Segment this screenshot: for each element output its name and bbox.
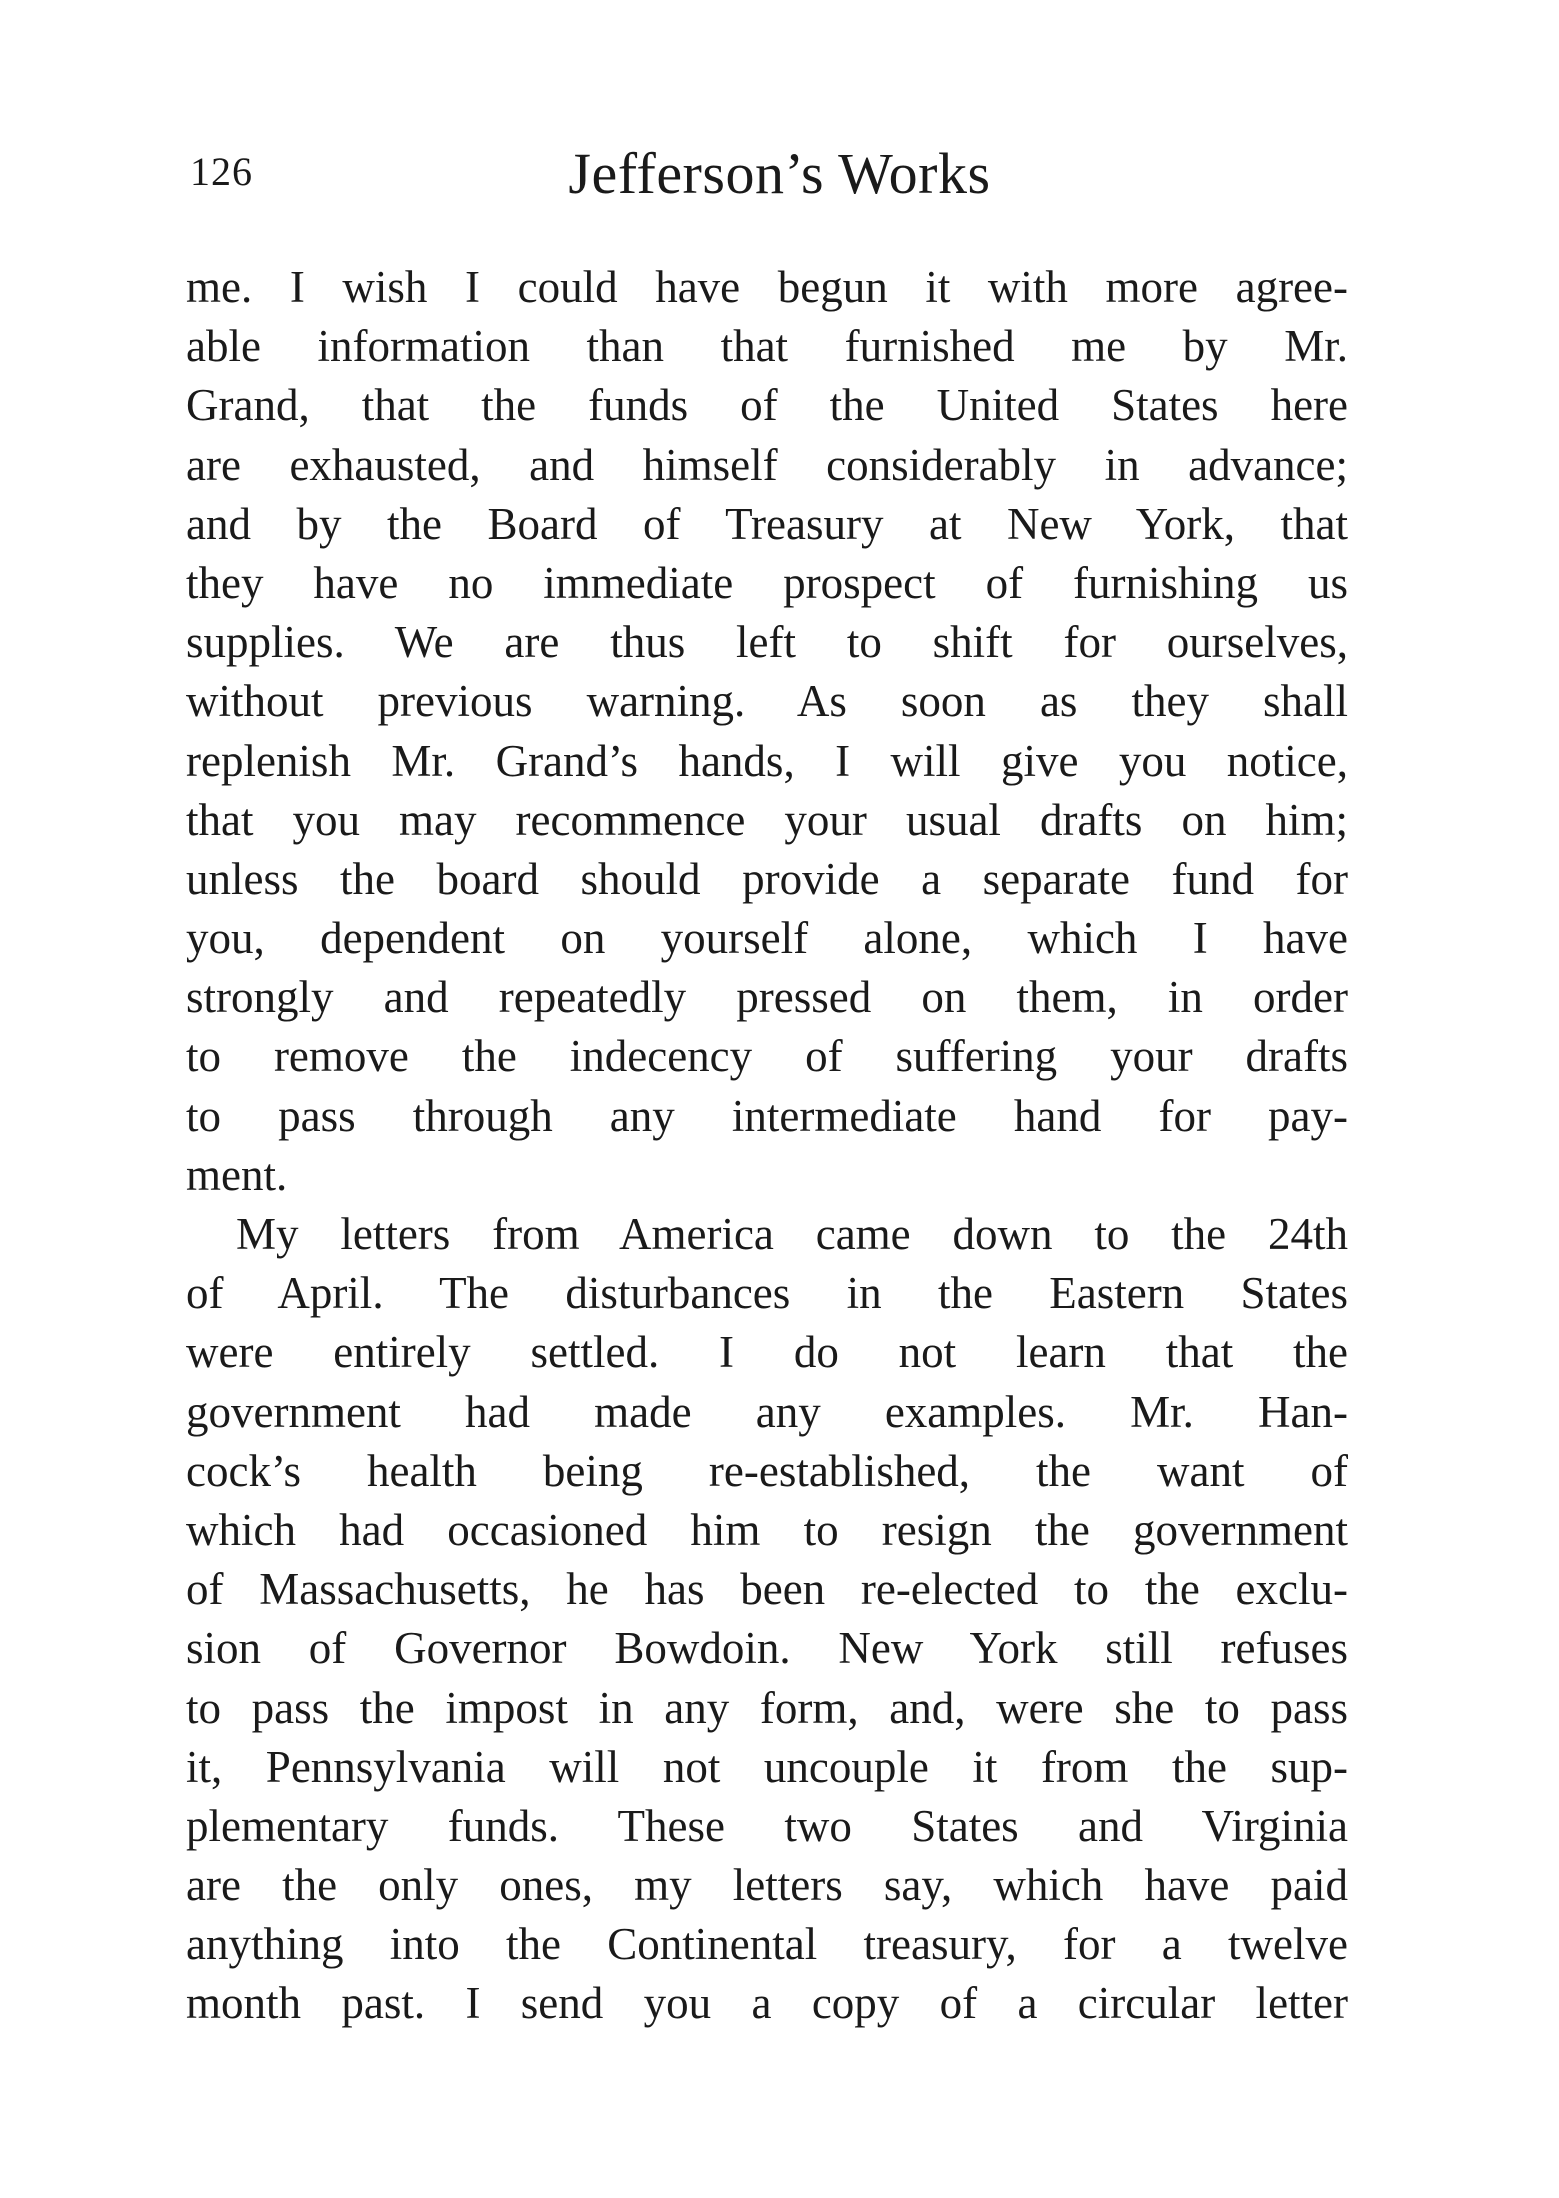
- text-line: they have no immediate prospect of furnishing us: [186, 557, 1348, 608]
- text-line: Grand, that the funds of the United States here: [186, 380, 1348, 431]
- text-line: to remove the indecency of suffering your drafts: [186, 1031, 1348, 1082]
- text-line: My letters from America came down to the 24th: [236, 1209, 1348, 1259]
- text-line: able information than that furnished me by Mr.: [186, 321, 1348, 372]
- text-line: that you may recommence your usual drafts on him;: [186, 794, 1348, 845]
- text-line: cock’s health being re-established, the want of: [186, 1445, 1348, 1496]
- text-line: it, Pennsylvania will not uncouple it from the sup-: [186, 1741, 1348, 1792]
- running-title: Jefferson’s Works: [568, 141, 991, 206]
- text-line: strongly and repeatedly pressed on them, in order: [186, 972, 1348, 1023]
- text-line: to pass the impost in any form, and, were she to pass: [186, 1682, 1348, 1733]
- text-line: government had made any examples. Mr. Han-: [186, 1386, 1348, 1437]
- page-number: 126: [190, 149, 253, 194]
- text-line: ment.: [186, 1149, 288, 1200]
- paragraph-1: [186, 258, 1348, 1205]
- text-line: supplies. We are thus left to shift for ourselves,: [186, 617, 1348, 668]
- paragraph-2: [186, 1205, 1348, 2034]
- text-line: month past. I send you a copy of a circular letter: [186, 1978, 1348, 2029]
- text-line: without previous warning. As soon as they shall: [186, 676, 1348, 727]
- body-text: [186, 258, 1348, 2034]
- text-line: anything into the Continental treasury, for a twelve: [186, 1919, 1348, 1970]
- text-line: plementary funds. These two States and Virginia: [186, 1800, 1348, 1851]
- text-line: unless the board should provide a separate fund for: [186, 853, 1348, 904]
- text-line: sion of Governor Bowdoin. New York still refuses: [186, 1623, 1348, 1674]
- text-line: are exhausted, and himself considerably in advance;: [186, 439, 1348, 490]
- text-line: to pass through any intermediate hand for pay-: [186, 1090, 1348, 1141]
- text-line: of April. The disturbances in the Eastern States: [186, 1268, 1348, 1319]
- text-line: and by the Board of Treasury at New York, that: [186, 498, 1348, 549]
- text-line: replenish Mr. Grand’s hands, I will give you notice,: [186, 735, 1348, 786]
- text-line: of Massachusetts, he has been re-elected to the exclu-: [186, 1564, 1348, 1615]
- text-line: you, dependent on yourself alone, which I have: [186, 913, 1348, 964]
- text-line: me. I wish I could have begun it with more agree-: [186, 262, 1348, 312]
- text-line: are the only ones, my letters say, which have paid: [186, 1860, 1348, 1911]
- text-line: were entirely settled. I do not learn that the: [186, 1327, 1348, 1378]
- text-line: which had occasioned him to resign the government: [186, 1504, 1348, 1555]
